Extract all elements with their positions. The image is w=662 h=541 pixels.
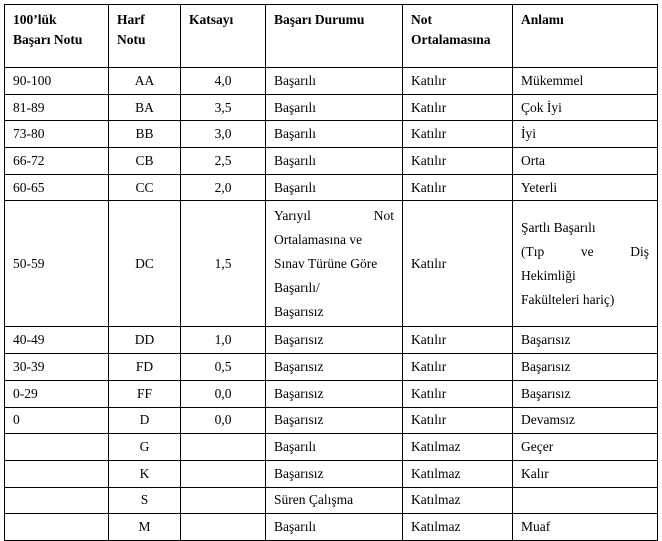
cell-score-range: 40-49 [5,327,109,354]
cell-status: Başarılı [266,514,403,541]
cell-letter-grade: CB [109,148,181,175]
cell-status: Başarılı [266,121,403,148]
cell-letter-grade: AA [109,68,181,95]
cell-average: Katılır [403,68,513,95]
table-row [5,460,658,487]
cell-status-line: Ortalamasına ve [274,231,363,247]
cell-score-range [5,460,109,487]
cell-average: Katılır [403,121,513,148]
cell-score-range: 60-65 [5,174,109,201]
cell-letter-grade: FF [109,380,181,407]
table-row [5,174,658,201]
cell-score-range [5,487,109,514]
cell-average: Katılmaz [403,487,513,514]
table-row [5,68,658,95]
table-row [5,487,658,514]
cell-status-line [274,204,394,228]
cell-meaning: Muaf [513,514,658,541]
table-row [5,148,658,175]
cell-status: Başarısız [266,380,403,407]
cell-status: Başarısız [266,354,403,381]
cell-status: Başarısız [266,327,403,354]
cell-average: Katılır [403,148,513,175]
header-score: 100’lük Başarı Notu [5,5,109,68]
cell-letter-grade: BA [109,94,181,121]
cell-meaning-line: Şartlı Başarılı [521,219,596,235]
cell-average: Katılır [403,174,513,201]
cell-status: Başarısız [266,407,403,434]
cell-meaning: Başarısız [513,380,658,407]
cell-meaning: Geçer [513,434,658,461]
cell-coefficient: 3,5 [181,94,266,121]
cell-status-word: Not [373,207,394,223]
cell-score-range: 0 [5,407,109,434]
cell-meaning: İyi [513,121,658,148]
cell-letter-grade: M [109,514,181,541]
cell-letter-grade: G [109,434,181,461]
cell-coefficient: 0,0 [181,380,266,407]
cell-letter-grade: CC [109,174,181,201]
cell-meaning: Başarısız [513,354,658,381]
cell-score-range: 90-100 [5,68,109,95]
cell-meaning: Yeterli [513,174,658,201]
cell-coefficient: 1,5 [181,201,266,327]
cell-average: Katılmaz [403,460,513,487]
cell-coefficient: 1,0 [181,327,266,354]
table-row [5,121,658,148]
cell-status-line: Başarısız [274,303,324,319]
cell-coefficient: 2,5 [181,148,266,175]
cell-letter-grade: FD [109,354,181,381]
cell-coefficient: 0,5 [181,354,266,381]
header-coefficient: Katsayı [181,5,266,68]
cell-meaning: Kalır [513,460,658,487]
cell-average: Katılır [403,327,513,354]
cell-status: Başarılı [266,434,403,461]
table-row [5,94,658,121]
cell-letter-grade: DC [109,201,181,327]
cell-status: Başarılı [266,148,403,175]
cell-score-range: 50-59 [5,201,109,327]
cell-meaning: Başarısız [513,327,658,354]
cell-coefficient: 0,0 [181,407,266,434]
cell-average: Katılır [403,407,513,434]
cell-status-word: Yarıyıl [274,207,311,223]
cell-score-range: 66-72 [5,148,109,175]
cell-coefficient [181,460,266,487]
header-row [5,5,658,68]
table-row [5,327,658,354]
table-row [5,407,658,434]
cell-score-range: 0-29 [5,380,109,407]
cell-letter-grade: BB [109,121,181,148]
header-status: Başarı Durumu [266,5,403,68]
header-meaning: Anlamı [513,5,658,68]
cell-score-range: 81-89 [5,94,109,121]
header-average: Not Ortalamasına [403,5,513,68]
cell-letter-grade: K [109,460,181,487]
cell-coefficient [181,487,266,514]
cell-average: Katılır [403,354,513,381]
cell-meaning-line: Hekimliği [521,267,576,283]
cell-status: Başarılı [266,174,403,201]
cell-score-range [5,514,109,541]
cell-status: Başarılı [266,94,403,121]
cell-meaning: Çok İyi [513,94,658,121]
cell-average: Katılır [403,201,513,327]
cell-meaning [513,487,658,514]
cell-meaning-word: (Tıp [521,243,545,259]
cell-coefficient: 4,0 [181,68,266,95]
cell-coefficient: 2,0 [181,174,266,201]
cell-score-range: 73-80 [5,121,109,148]
cell-average: Katılır [403,380,513,407]
cell-meaning-line [521,240,649,264]
cell-meaning-line: Fakülteleri hariç) [521,291,615,307]
cell-letter-grade: DD [109,327,181,354]
table-row [5,514,658,541]
cell-status: Başarılı [266,68,403,95]
cell-status: Süren Çalışma [266,487,403,514]
cell-score-range: 30-39 [5,354,109,381]
cell-coefficient [181,434,266,461]
header-letter: Harf Notu [109,5,181,68]
cell-meaning: Orta [513,148,658,175]
cell-meaning: Mükemmel [513,68,658,95]
cell-meaning: Devamsız [513,407,658,434]
cell-meaning [513,201,658,327]
table-row [5,434,658,461]
table-row [5,201,658,327]
table-row [5,354,658,381]
cell-average: Katılmaz [403,514,513,541]
cell-coefficient: 3,0 [181,121,266,148]
cell-status-line: Başarılı/ [274,279,320,295]
cell-average: Katılır [403,94,513,121]
cell-average: Katılmaz [403,434,513,461]
cell-meaning-word: Diş [630,243,649,259]
cell-score-range [5,434,109,461]
cell-letter-grade: S [109,487,181,514]
cell-coefficient [181,514,266,541]
grade-table [4,4,658,541]
table-row [5,380,658,407]
cell-meaning-word: ve [580,243,594,259]
cell-letter-grade: D [109,407,181,434]
cell-status: Başarısız [266,460,403,487]
cell-status [266,201,403,327]
table-body [5,68,658,541]
cell-status-line: Sınav Türüne Göre [274,255,378,271]
